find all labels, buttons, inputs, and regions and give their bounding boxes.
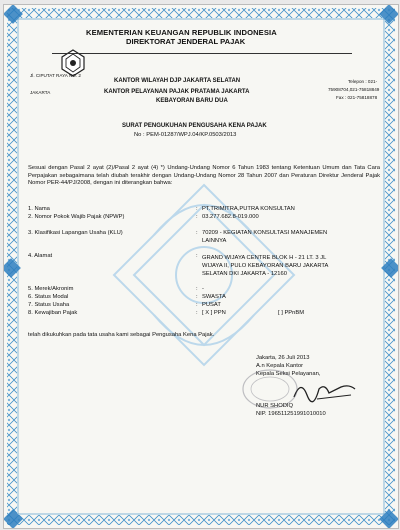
ministry-title: KEMENTERIAN KEUANGAN REPUBLIK INDONESIA [86,28,277,37]
corner-ornament-icon [379,5,398,24]
field-value-address-2: WIJAYA II, PULO KEBAYORAN BARU JAKARTA [202,263,329,269]
office-line-3: KEBAYORAN BARU DUA [156,98,228,104]
address-street: Jl. CIPUTAT RAYA NO. 2 [30,73,81,78]
directorate-title: DIREKTORAT JENDERAL PAJAK [126,37,246,46]
certificate-page: KEMENTERIAN KEUANGAN REPUBLIK INDONESIA DIREKTORAT JENDERAL PAJAK Jl. CIPUTAT RAYA NO. 2 JAKARTA KANTOR WILAYAH DJP JAKARTA SELATAN KANTOR PELAYANAN PAJAK PRATAMA JAKARTA KEBAYORAN BARU DUA Telepon : 021- 75908704,021-75818849 Fax : 021-75818878 SURAT PENGUKUHAN PENGUSAHA KENA PAJAK No : PEM-01287/WPJ.04/KP.0503/2013 Sesuai dengan Pasal 2 ayat (2)/Pasal 2 ayat (4) *) Undang-Undang Nomor 6 Tahun 1983 tentang Ketentuan Umum dan Tata Cara Perpajakan sebagaimana telah diubah terakhir dengan Undang-Undang Nomor 28 Tahun 2007 dan Peraturan Direktur Jenderal Pajak Nomor PER-44/PJ/2008, dengan ini diterangkan bahwa: 1. Nama : PT.TRIMITRA,PUTRA KONSULTAN 2. Nomor Pokok Wajib Pajak (NPWP) : 03.277.682.8-019.000 3. Klasifikasi Lapangan Usaha (KLU) : 70209 - KEGIATAN KONSULTASI MANAJEMEN LAINNYA 4. Alamat : GRAND WIJAYA CENTRE BLOK H - 21 LT. 3 JL WIJAYA II, PULO KEBAYORAN BARU JAKARTA SELATAN DKI JAKARTA - 12160 5. Merek/Akronim : - 6. Status Modal : SWASTA 7. Status Usaha : PUSAT 8. Kewajiban Pajak : [ X ] PPN [ ] PPnBM telah dikukuhkan pada tata usaha kami sebagai Pengusaha Kena Pajak. Jakarta, 26 Juli 2013 A.n Kepala Kantor Kepala Seksi Pelayanan, NUR SHODIQ NIP. 196511251991010010 [3,4,399,529]
signature-place-date: Jakarta, 26 Juli 2013 [256,355,310,361]
field-value-klu-cont: LAINNYA [202,238,227,244]
field-label-klu: 3. Klasifikasi Lapangan Usaha (KLU) [28,230,123,236]
signature-on-behalf: A.n Kepala Kantor [256,363,304,369]
corner-ornament-icon [4,5,23,24]
checkbox-ppn: [ X ] PPN [202,310,226,316]
field-label-tax-obligation: 8. Kewajiban Pajak [28,310,78,316]
field-label-brand: 5. Merek/Akronim [28,286,74,292]
field-value-capital: SWASTA [202,294,226,300]
field-label-capital: 6. Status Modal [28,294,69,300]
checkbox-ppnbm: [ ] PPnBM [278,310,305,316]
field-value-address-1: GRAND WIJAYA CENTRE BLOK H - 21 LT. 3 JL [202,255,327,261]
field-value-klu: 70209 - KEGIATAN KONSULTASI MANAJEMEN [202,230,328,236]
certificate-number: No : PEM-01287/WPJ.04/KP.0503/2013 [134,132,237,138]
field-value-brand: - [202,286,204,292]
field-label-business-status: 7. Status Usaha [28,302,70,308]
signature-position: Kepala Seksi Pelayanan, [256,371,321,377]
header-divider [52,53,352,54]
fax-number: Fax : 021-75818878 [336,95,378,100]
office-line-2: KANTOR PELAYANAN PAJAK PRATAMA JAKARTA [104,89,250,95]
signatory-name: NUR SHODIQ [256,403,294,409]
address-city: JAKARTA [30,90,51,95]
office-line-1: KANTOR WILAYAH DJP JAKARTA SELATAN [114,78,241,84]
signatory-nip: NIP. 196511251991010010 [256,411,326,417]
field-label-npwp: 2. Nomor Pokok Wajib Pajak (NPWP) [28,214,125,220]
phone-numbers: 75908704,021-75818849 [328,87,380,92]
corner-ornament-icon [379,509,398,528]
corner-ornament-icon [4,509,23,528]
field-value-business-status: PUSAT [202,302,221,308]
closing-statement: telah dikukuhkan pada tata usaha kami sebagai Pengusaha Kena Pajak. [28,332,215,338]
certificate-title: SURAT PENGUKUHAN PENGUSAHA KENA PAJAK [122,123,267,129]
field-value-npwp: 03.277.682.8-019.000 [202,214,259,220]
field-value-name: PT.TRIMITRA,PUTRA KONSULTAN [202,206,295,212]
phone-label: Telepon : 021- [348,79,378,84]
field-value-address-3: SELATAN DKI JAKARTA - 12160 [202,271,287,277]
intro-paragraph: Sesuai dengan Pasal 2 ayat (2)/Pasal 2 ayat (4) *) Undang-Undang Nomor 6 Tahun 1983 tentang Ketentuan Umum dan Tata Cara Perpajakan sebagaimana telah diubah terakhir dengan Undang-Undang Nomor 28 Tahun 2007 dan Peraturan Direktur Jenderal Pajak Nomor PER-44/PJ/2008, dengan ini diterangkan bahwa: [28,165,380,187]
field-label-name: 1. Nama [28,206,50,212]
field-label-address: 4. Alamat [28,253,53,259]
